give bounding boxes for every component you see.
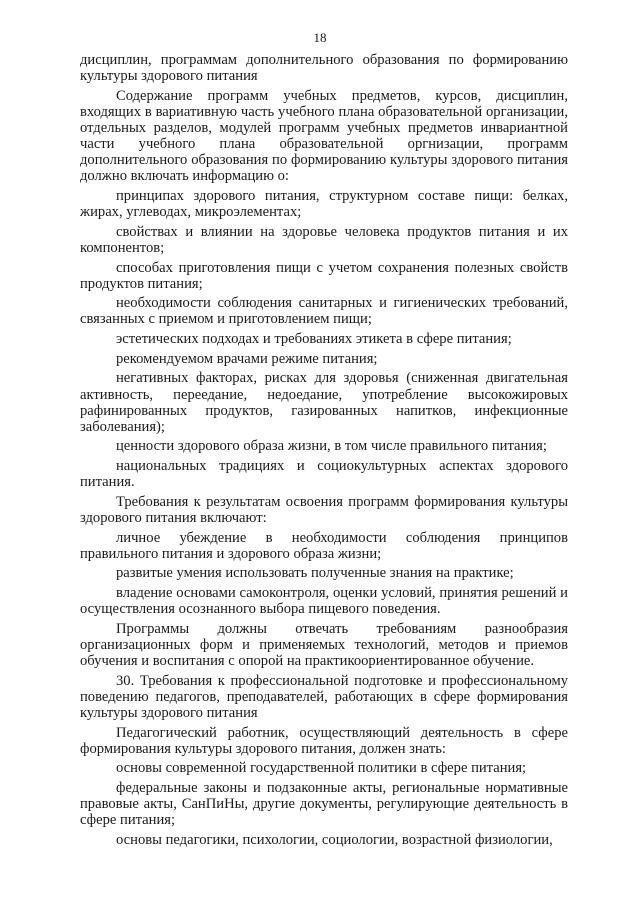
list-item: федеральные законы и подзаконные акты, региональные нормативные правовые акты, СанПиНы, другие документы, регулирующие деятельность в сфере питания;: [80, 780, 568, 829]
paragraph: Программы должны отвечать требованиям разнообразия организационных форм и применяемых технологий, методов и приемов обучения и воспитания с опорой на практикоориентированное обучение.: [80, 620, 568, 670]
list-item: эстетических подходах и требованиях этикета в сфере питания;: [116, 331, 512, 348]
list-item: принципах здорового питания, структурном составе пищи: белках, жирах, углеводах, микроэлементах;: [80, 187, 568, 221]
paragraph: Требования к результатам освоения программ формирования культуры здорового питания включают:: [80, 493, 568, 526]
list-item: основы современной государственной политики в сфере питания;: [116, 760, 527, 777]
body-text: [80, 52, 568, 852]
list-item: негативных факторах, рисках для здоровья (сниженная двигательная активность, переедание, недоедание, употребление высокожировых рафинированных продуктов, газированных напитков, инфекционные заболевания);: [80, 370, 568, 435]
page-number: 18: [313, 30, 327, 45]
paragraph: Педагогический работник, осуществляющий деятельность в сфере формирования культуры здорового питания, должен знать:: [80, 724, 568, 757]
section-heading: 30. Требования к профессиональной подготовке и профессиональному поведению педагогов, преподавателей, работающих в сфере формирования культуры здорового питания: [80, 672, 568, 721]
list-item: основы педагогики, психологии, социологии, возрастной физиологии,: [116, 832, 553, 848]
list-item: ценности здорового образа жизни, в том числе правильного питания;: [116, 438, 547, 455]
list-item: рекомендуемом врачами режиме питания;: [116, 350, 378, 367]
list-item: национальных традициях и социокультурных аспектах здорового питания.: [80, 458, 568, 491]
list-item: необходимости соблюдения санитарных и гигиенических требований, связанных с приемом и приготовлением пищи;: [80, 295, 568, 328]
list-item: свойствах и влиянии на здоровье человека продуктов питания и их компонентов;: [80, 223, 568, 256]
paragraph: Содержание программ учебных предметов, курсов, дисциплин, входящих в вариативную часть учебного плана образовательной организации, отдельных разделов, модулей программ учебных предметов инвариантной части учебного плана образовательной оргнизации, программ дополнительного образования по формированию культуры здорового питания должно включать информацию о:: [80, 87, 568, 185]
list-item: владение основами самоконтроля, оценки условий, принятия решений и осуществления осознанного выбора пищевого поведения.: [80, 585, 568, 618]
paragraph: дисциплин, программам дополнительного образования по формированию культуры здорового питания: [80, 52, 568, 85]
list-item: личное убеждение в необходимости соблюдения принципов правильного питания и здорового образа жизни;: [80, 529, 568, 562]
list-item: способах приготовления пищи с учетом сохранения полезных свойств продуктов питания;: [80, 259, 568, 292]
list-item: развитые умения использовать полученные знания на практике;: [116, 565, 514, 582]
